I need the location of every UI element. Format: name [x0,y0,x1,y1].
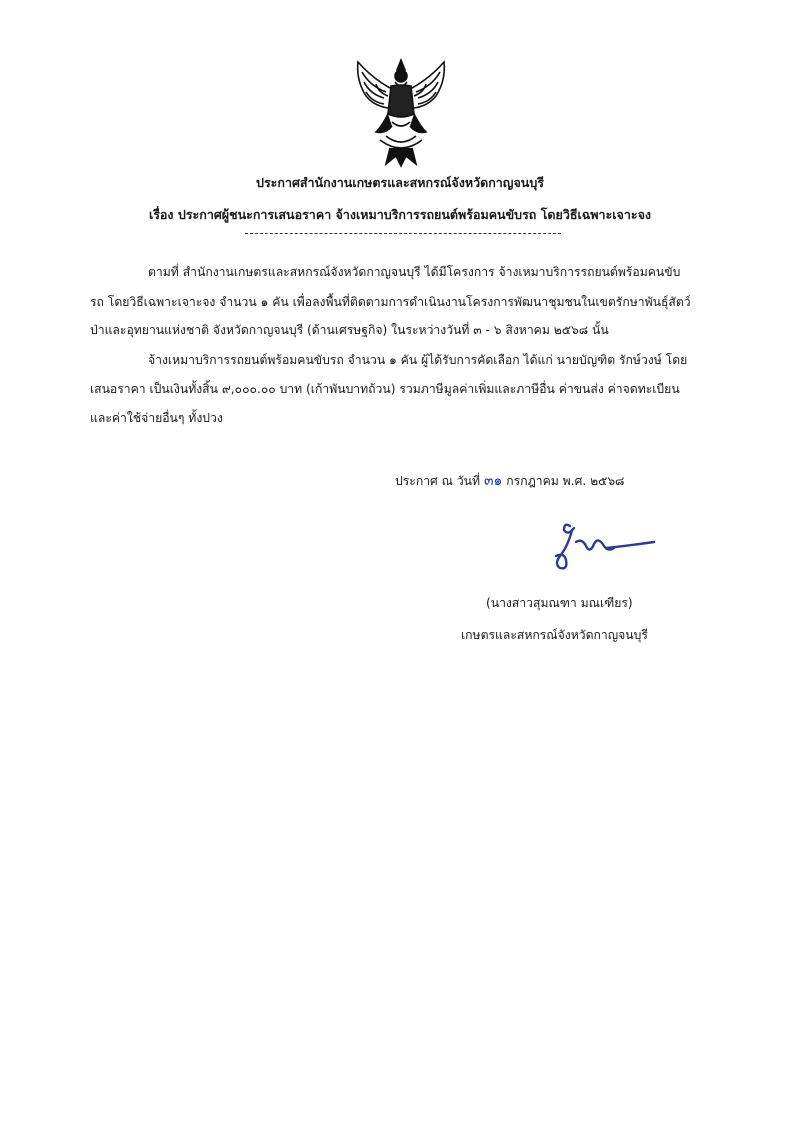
paragraph-2-line-1: จ้างเหมาบริการรถยนต์พร้อมคนขับรถ จำนวน ๑ คัน ผู้ได้รับการคัดเลือก ได้แก่ นายบัญฑิต รักษ์วงษ์ โดย [148,353,688,367]
announcement-subject: เรื่อง ประกาศผู้ชนะการเสนอราคา จ้างเหมาบริการรถยนต์พร้อมคนขับรถ โดยวิธีเฉพาะเจาะจง [148,207,652,222]
signature-image [546,516,658,576]
garuda-emblem [346,56,456,168]
announcement-date [395,470,624,492]
date-month-year: กรกฎาคม พ.ศ. ๒๕๖๘ [506,474,625,488]
announcement-title: ประกาศสำนักงานเกษตรและสหกรณ์จังหวัดกาญจนบุรี [256,175,544,190]
signer-name: (นางสาวสุมณฑา มณเฑียร) [486,596,633,610]
paragraph-2-line-2: เสนอราคา เป็นเงินทั้งสิ้น ๙,๐๐๐.๐๐ บาท (เก้าพันบาทถ้วน) รวมภาษีมูลค่าเพิ่มและภาษีอื่น ค่าขนส่ง ค่าจดทะเบียน [90,382,680,396]
date-prefix: ประกาศ ณ วันที่ [395,474,481,488]
paragraph-1-line-3: ป่าและอุทยานแห่งชาติ จังหวัดกาญจนบุรี (ด้านเศรษฐกิจ) ในระหว่างวันที่ ๓ - ๖ สิงหาคม ๒๕๖๘ นั้น [90,323,609,337]
date-day: ๓๑ [483,473,503,489]
paragraph-2-line-3: และค่าใช้จ่ายอื่นๆ ทั้งปวง [90,411,223,425]
paragraph-1-line-1: ตามที่ สำนักงานเกษตรและสหกรณ์จังหวัดกาญจนบุรี ได้มีโครงการ จ้างเหมาบริการรถยนต์พร้อมคนขับ [148,265,681,279]
header-divider [245,233,561,234]
paragraph-1-line-2: รถ โดยวิธีเฉพาะเจาะจง จำนวน ๑ คัน เพื่อลงพื้นที่ติดตามการดำเนินงานโครงการพัฒนาชุมชนในเขตรักษาพันธุ์สัตว์ [90,295,691,309]
signer-position: เกษตรและสหกรณ์จังหวัดกาญจนบุรี [461,628,648,642]
